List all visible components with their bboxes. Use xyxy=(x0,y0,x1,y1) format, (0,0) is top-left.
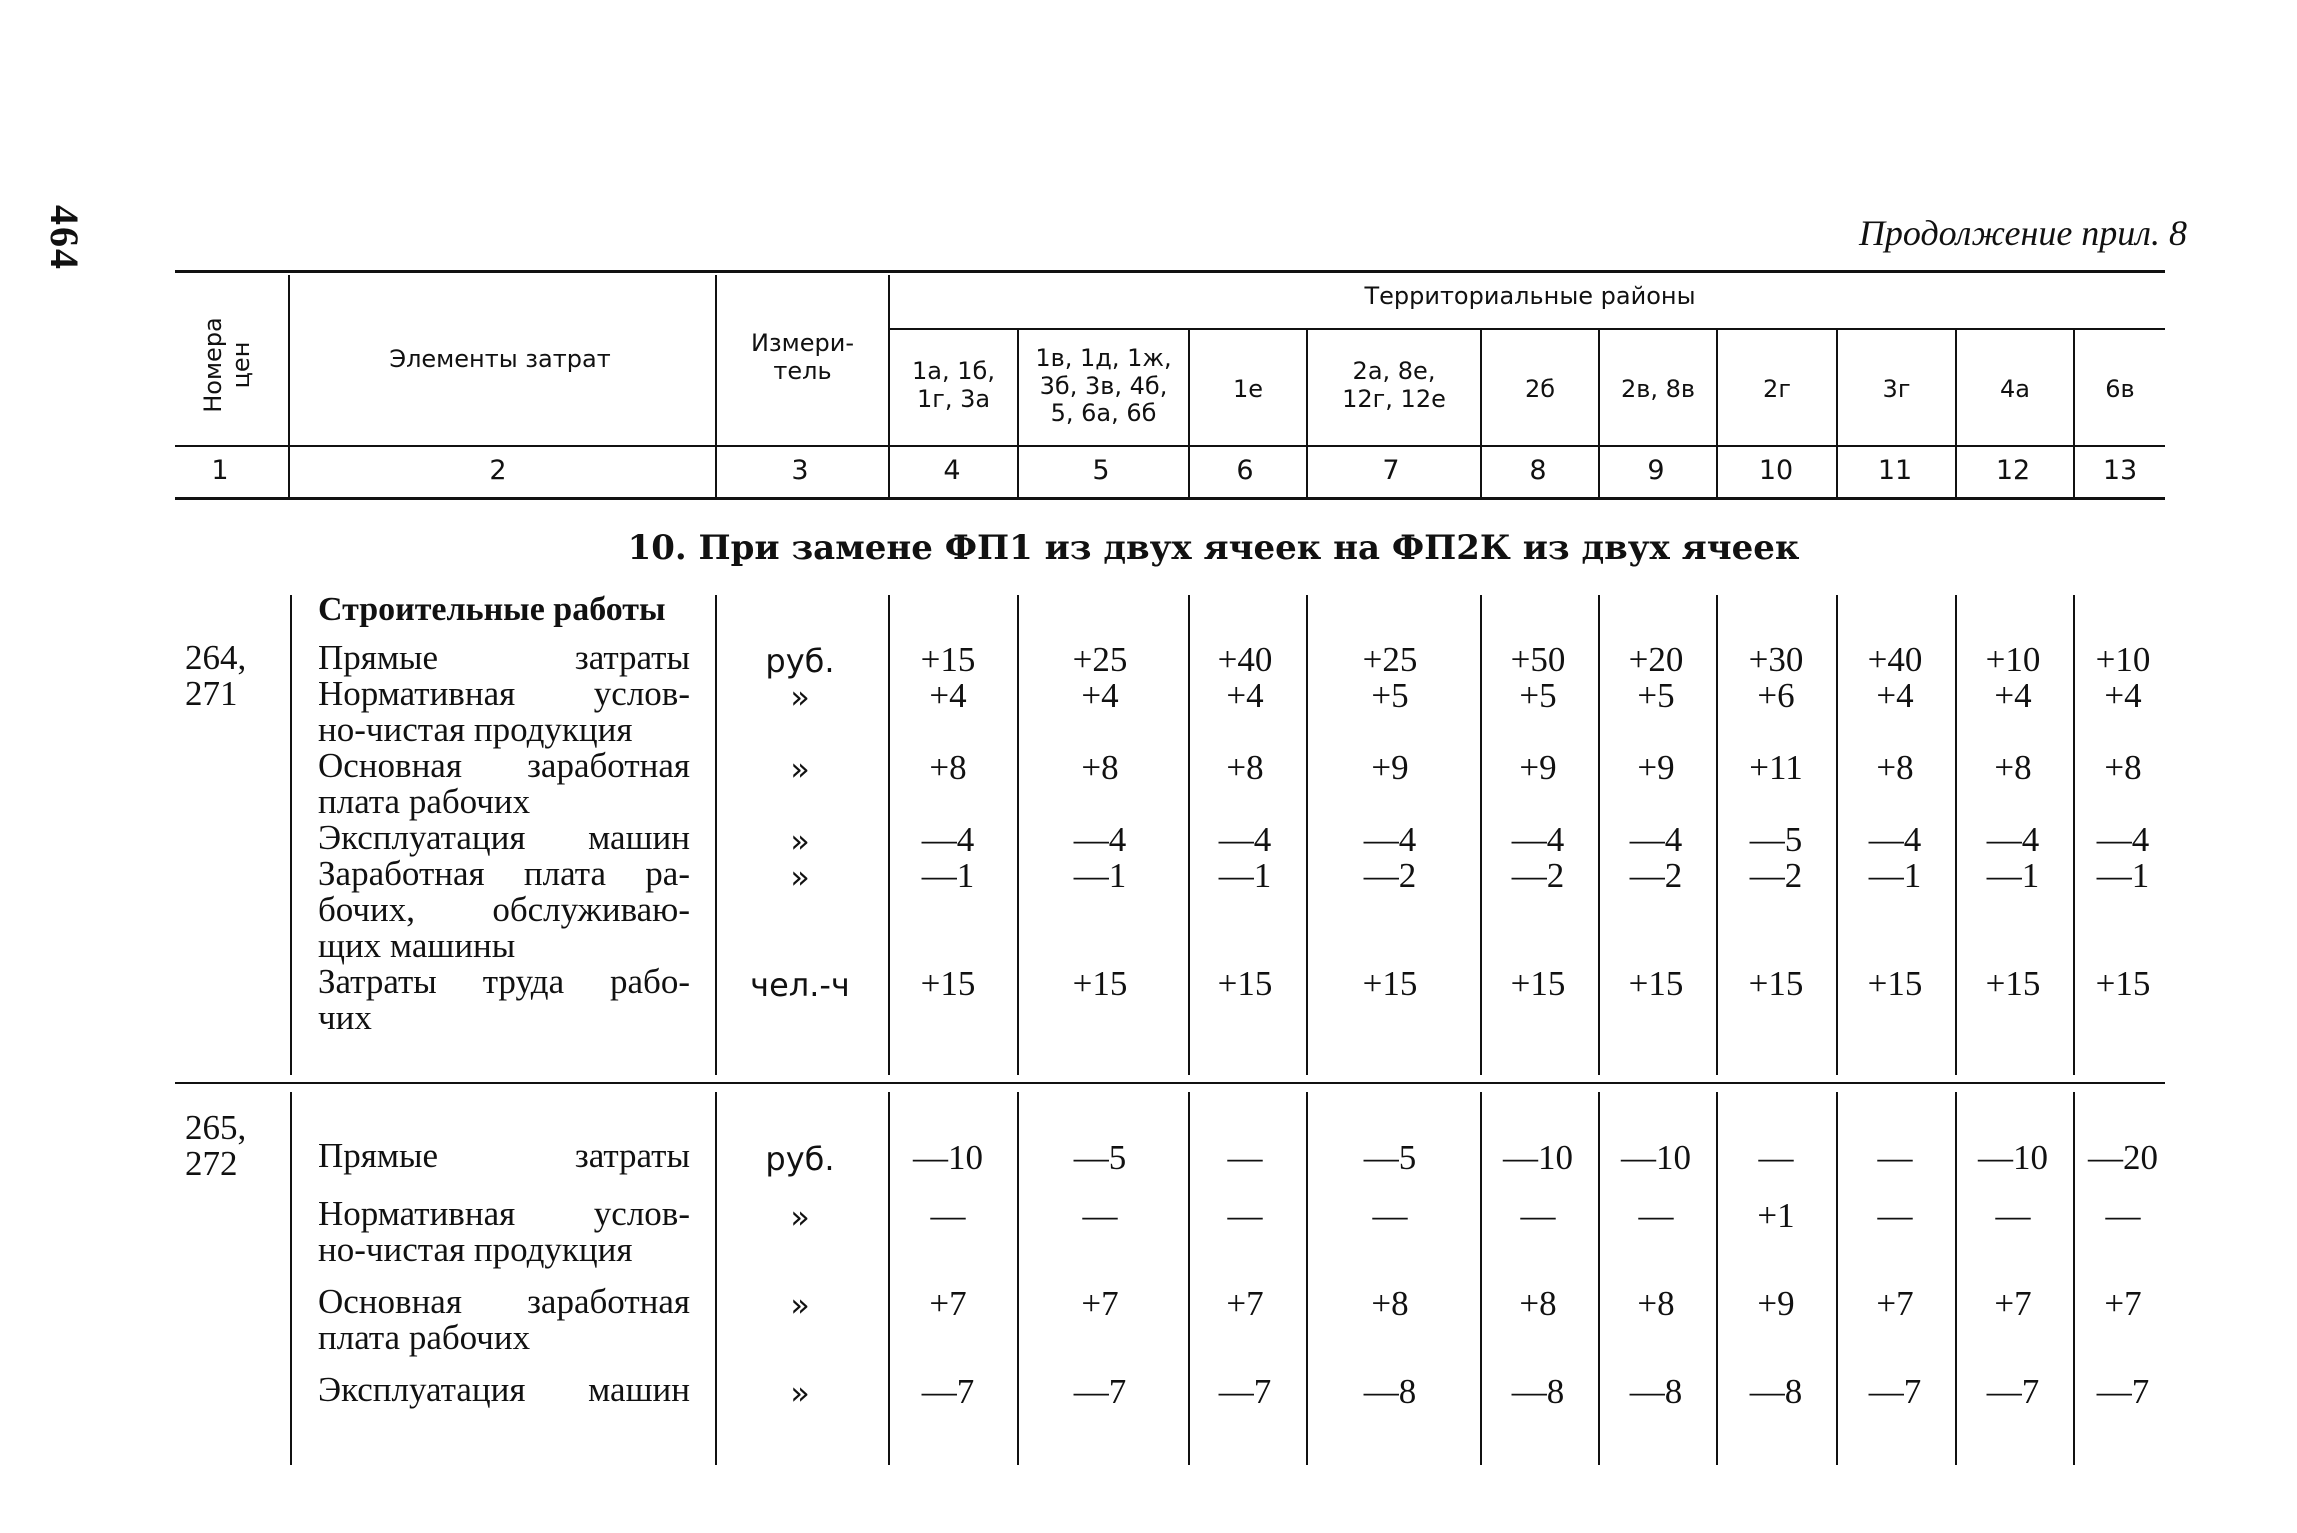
body-vline xyxy=(888,1092,890,1465)
body-vline xyxy=(888,595,890,1075)
value-cell: +15 xyxy=(1217,964,1273,1003)
section-title: 10. При замене ФП1 из двух ячеек на ФП2К из двух ячеек xyxy=(627,528,1800,568)
header-col2: Элементы затрат xyxy=(389,345,611,373)
value-cell: +8 xyxy=(1876,748,1914,787)
row-label: Затраты труда рабо- чих xyxy=(318,962,690,1037)
value-cell: +9 xyxy=(1637,748,1675,787)
value-cell: —1 xyxy=(2096,856,2150,895)
value-cell: —4 xyxy=(1629,820,1683,859)
body-vline xyxy=(1598,1092,1600,1465)
value-cell: —1 xyxy=(1986,856,2040,895)
column-number: 10 xyxy=(1758,455,1794,486)
body-vline xyxy=(1716,1092,1718,1465)
value-cell: +7 xyxy=(1081,1284,1119,1323)
value-cell: —1 xyxy=(921,856,975,895)
header-bottom-rule xyxy=(175,445,2165,447)
row-label: Заработная плата ра- бочих, обслуживаю- щих машины xyxy=(318,854,690,965)
row-label: Основная заработная плата рабочих xyxy=(318,746,690,821)
value-cell: —7 xyxy=(1073,1372,1127,1411)
body-vline xyxy=(290,1092,292,1465)
unit-cell: » xyxy=(790,858,810,896)
value-cell: —4 xyxy=(1511,820,1565,859)
value-cell: — xyxy=(1227,1196,1263,1235)
value-cell: —1 xyxy=(1073,856,1127,895)
value-cell: +10 xyxy=(1985,640,2041,679)
value-cell: —2 xyxy=(1629,856,1683,895)
region-header: 3г xyxy=(1882,375,1911,403)
value-cell: +15 xyxy=(2095,964,2151,1003)
value-cell: +4 xyxy=(1226,676,1264,715)
value-cell: +8 xyxy=(1226,748,1264,787)
body-vline xyxy=(290,595,292,1075)
column-number: 8 xyxy=(1529,455,1547,486)
unit-cell: руб. xyxy=(765,1140,835,1178)
header-vline xyxy=(288,275,290,497)
body-vline xyxy=(1306,1092,1308,1465)
colnum-bottom-rule xyxy=(175,497,2165,500)
body-vline xyxy=(1017,595,1019,1075)
header-vline xyxy=(1188,330,1190,497)
value-cell: —7 xyxy=(1218,1372,1272,1411)
value-cell: —2 xyxy=(1363,856,1417,895)
price-numbers: 265, 272 xyxy=(185,1108,247,1183)
value-cell: —5 xyxy=(1749,820,1803,859)
value-cell: +4 xyxy=(1876,676,1914,715)
value-cell: +7 xyxy=(2104,1284,2142,1323)
value-cell: —8 xyxy=(1629,1372,1683,1411)
row-label: Нормативная услов- но-чистая продукция xyxy=(318,1194,690,1269)
body-vline xyxy=(1836,595,1838,1075)
value-cell: —4 xyxy=(1868,820,1922,859)
value-cell: —8 xyxy=(1363,1372,1417,1411)
value-cell: +10 xyxy=(2095,640,2151,679)
value-cell: +15 xyxy=(1510,964,1566,1003)
value-cell: —8 xyxy=(1511,1372,1565,1411)
value-cell: +15 xyxy=(1072,964,1128,1003)
value-cell: +4 xyxy=(1994,676,2032,715)
value-cell: —4 xyxy=(1986,820,2040,859)
value-cell: +1 xyxy=(1757,1196,1795,1235)
value-cell: —10 xyxy=(1621,1138,1691,1177)
value-cell: +8 xyxy=(1081,748,1119,787)
value-cell: +15 xyxy=(1867,964,1923,1003)
value-cell: +8 xyxy=(2104,748,2142,787)
unit-cell: » xyxy=(790,750,810,788)
region-header: 2в, 8в xyxy=(1620,375,1696,403)
column-number: 4 xyxy=(943,455,961,486)
value-cell: +4 xyxy=(2104,676,2142,715)
value-cell: — xyxy=(2105,1196,2141,1235)
page-number: 464 xyxy=(42,205,87,271)
value-cell: —4 xyxy=(2096,820,2150,859)
value-cell: +5 xyxy=(1519,676,1557,715)
value-cell: +11 xyxy=(1749,748,1803,787)
value-cell: —20 xyxy=(2088,1138,2158,1177)
value-cell: +15 xyxy=(1985,964,2041,1003)
row-label: Основная заработная плата рабочих xyxy=(318,1282,690,1357)
value-cell: —1 xyxy=(1218,856,1272,895)
column-number: 7 xyxy=(1382,455,1400,486)
header-vline xyxy=(715,275,717,497)
value-cell: — xyxy=(1877,1196,1913,1235)
unit-cell: » xyxy=(790,1286,810,1324)
value-cell: —4 xyxy=(1218,820,1272,859)
body-vline xyxy=(1955,595,1957,1075)
header-vline xyxy=(1480,330,1482,497)
column-number: 6 xyxy=(1236,455,1254,486)
region-header: 2б xyxy=(1524,375,1556,403)
value-cell: +15 xyxy=(920,640,976,679)
value-cell: +8 xyxy=(1371,1284,1409,1323)
value-cell: — xyxy=(930,1196,966,1235)
column-number: 1 xyxy=(211,455,229,486)
value-cell: +9 xyxy=(1371,748,1409,787)
column-number: 13 xyxy=(2102,455,2138,486)
header-vline xyxy=(1306,330,1308,497)
table-top-rule xyxy=(175,270,2165,273)
unit-cell: руб. xyxy=(765,642,835,680)
value-cell: —5 xyxy=(1073,1138,1127,1177)
body-vline xyxy=(715,1092,717,1465)
value-cell: +7 xyxy=(1994,1284,2032,1323)
region-header: 6в xyxy=(2105,375,2135,403)
value-cell: +15 xyxy=(1362,964,1418,1003)
value-cell: —4 xyxy=(921,820,975,859)
value-cell: —2 xyxy=(1749,856,1803,895)
value-cell: +8 xyxy=(1637,1284,1675,1323)
value-cell: — xyxy=(1082,1196,1118,1235)
value-cell: —4 xyxy=(1073,820,1127,859)
value-cell: —10 xyxy=(913,1138,983,1177)
unit-cell: » xyxy=(790,822,810,860)
value-cell: — xyxy=(1638,1196,1674,1235)
continuation-label: Продолжение прил. 8 xyxy=(1858,213,2187,253)
value-cell: — xyxy=(1877,1138,1913,1177)
price-numbers: 264, 271 xyxy=(185,638,247,713)
value-cell: +9 xyxy=(1757,1284,1795,1323)
value-cell: —10 xyxy=(1978,1138,2048,1177)
row-label: Эксплуатация машин xyxy=(318,1370,690,1409)
value-cell: —1 xyxy=(1868,856,1922,895)
value-cell: +5 xyxy=(1371,676,1409,715)
unit-cell: » xyxy=(790,1374,810,1412)
value-cell: —7 xyxy=(2096,1372,2150,1411)
body-vline xyxy=(1480,1092,1482,1465)
value-cell: — xyxy=(1227,1138,1263,1177)
value-cell: +25 xyxy=(1072,640,1128,679)
header-vline xyxy=(1955,330,1957,497)
region-header: 2а, 8е, 12г, 12е xyxy=(1342,357,1446,413)
value-cell: +8 xyxy=(929,748,967,787)
row-label: Прямые затраты xyxy=(318,638,690,677)
value-cell: +15 xyxy=(1628,964,1684,1003)
header-vline xyxy=(2073,330,2075,497)
region-header: 1е xyxy=(1232,375,1264,403)
value-cell: +50 xyxy=(1510,640,1566,679)
value-cell: +5 xyxy=(1637,676,1675,715)
header-vline xyxy=(1836,330,1838,497)
value-cell: +15 xyxy=(1748,964,1804,1003)
value-cell: +20 xyxy=(1628,640,1684,679)
value-cell: +25 xyxy=(1362,640,1418,679)
value-cell: +4 xyxy=(929,676,967,715)
row-label: Эксплуатация машин xyxy=(318,818,690,857)
column-number: 9 xyxy=(1647,455,1665,486)
value-cell: —2 xyxy=(1511,856,1565,895)
region-header: 4а xyxy=(2000,375,2030,403)
header-vline xyxy=(1598,330,1600,497)
value-cell: +7 xyxy=(1226,1284,1264,1323)
body-vline xyxy=(1017,1092,1019,1465)
value-cell: — xyxy=(1758,1138,1794,1177)
column-number: 5 xyxy=(1092,455,1110,486)
value-cell: — xyxy=(1995,1196,2031,1235)
value-cell: +40 xyxy=(1217,640,1273,679)
group-heading: Строительные работы xyxy=(318,591,666,628)
value-cell: —8 xyxy=(1749,1372,1803,1411)
value-cell: +9 xyxy=(1519,748,1557,787)
value-cell: +7 xyxy=(1876,1284,1914,1323)
region-header: 1в, 1д, 1ж, 3б, 3в, 4б, 5, 6а, 6б xyxy=(1035,344,1172,428)
header-col3: Измери- тель xyxy=(750,329,855,385)
value-cell: —10 xyxy=(1503,1138,1573,1177)
value-cell: +4 xyxy=(1081,676,1119,715)
body-vline xyxy=(1598,595,1600,1075)
body-vline xyxy=(1306,595,1308,1075)
header-territorial: Территориальные районы xyxy=(1364,282,1696,310)
row-label: Нормативная услов- но-чистая продукция xyxy=(318,674,690,749)
value-cell: — xyxy=(1520,1196,1556,1235)
territorial-rule xyxy=(890,328,2165,330)
row-label: Прямые затраты xyxy=(318,1136,690,1175)
value-cell: —5 xyxy=(1363,1138,1417,1177)
value-cell: —7 xyxy=(1986,1372,2040,1411)
value-cell: —7 xyxy=(921,1372,975,1411)
unit-cell: чел.-ч xyxy=(750,966,850,1004)
value-cell: +7 xyxy=(929,1284,967,1323)
body-vline xyxy=(1480,595,1482,1075)
value-cell: —7 xyxy=(1868,1372,1922,1411)
value-cell: —4 xyxy=(1363,820,1417,859)
column-number: 12 xyxy=(1995,455,2031,486)
column-number: 3 xyxy=(791,455,809,486)
unit-cell: » xyxy=(790,678,810,716)
group-divider-rule xyxy=(175,1082,2165,1084)
body-vline xyxy=(1836,1092,1838,1465)
body-vline xyxy=(1955,1092,1957,1465)
header-vline xyxy=(1716,330,1718,497)
column-number: 2 xyxy=(489,455,507,486)
body-vline xyxy=(1716,595,1718,1075)
body-vline xyxy=(715,595,717,1075)
header-col1: Номера цен xyxy=(199,317,255,413)
value-cell: +8 xyxy=(1519,1284,1557,1323)
value-cell: +8 xyxy=(1994,748,2032,787)
unit-cell: » xyxy=(790,1198,810,1236)
value-cell: +40 xyxy=(1867,640,1923,679)
region-header: 2г xyxy=(1763,375,1791,403)
column-number: 11 xyxy=(1877,455,1913,486)
value-cell: — xyxy=(1372,1196,1408,1235)
value-cell: +30 xyxy=(1748,640,1804,679)
value-cell: +15 xyxy=(920,964,976,1003)
region-header: 1а, 1б, 1г, 3а xyxy=(912,357,995,413)
value-cell: +6 xyxy=(1757,676,1795,715)
